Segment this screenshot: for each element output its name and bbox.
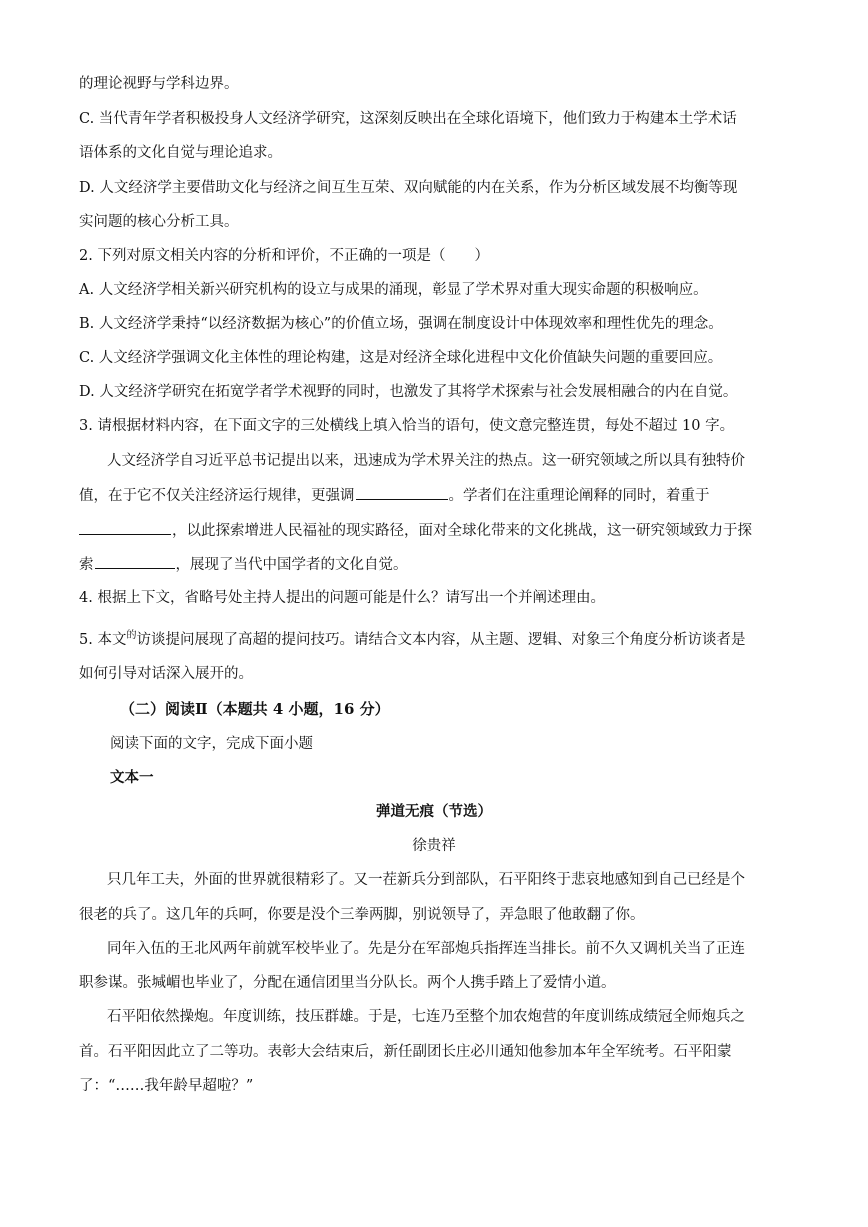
text-label: 文本一 <box>110 769 154 786</box>
fill-paragraph <box>79 554 789 575</box>
superscript-text: 的 <box>126 630 137 641</box>
story-paragraph: 职参谋。张堿嵋也毕业了，分配在通信团里当分队长。两个人携手踏上了爱情小道。 <box>79 975 616 991</box>
text-segment: 值，在于它不仅关注经济运行规律，更强调 <box>79 488 355 504</box>
option-a: A. 人文经济学相关新兴研究机构的设立与成果的涌现，彰显了学术界对重大现实命题的积极响应。 <box>79 282 708 298</box>
question-2: 2. 下列对原文相关内容的分析和评价，不正确的一项是（ ） <box>79 248 489 264</box>
option-d: D. 人文经济学研究在拓宽学者学术视野的同时，也激发了其将学术探索与社会发展相融合的内在自觉。 <box>79 384 738 400</box>
text-segment: 访谈提问展现了高超的提问技巧。请结合文本内容，从主题、逻辑、对象三个角度分析访谈者是 <box>136 632 746 648</box>
question-4: 4. 根据上下文，省略号处主持人提出的问题可能是什么？请写出一个并阐述理由。 <box>79 590 605 606</box>
section-heading: （二）阅读Ⅱ（本题共 4 小题，16 分） <box>120 700 390 718</box>
fill-paragraph <box>79 520 789 541</box>
story-paragraph: 首。石平阳因此立了二等功。表彰大会结束后，新任副团长庄必川通知他参加本年全军统考。石平阳蒙 <box>79 1044 732 1060</box>
answer-blank-2[interactable] <box>79 520 171 535</box>
author: 徐贵祥 <box>412 838 456 854</box>
option-c: C. 当代青年学者积极投身人文经济学研究，这深刻反映出在全球化语境下，他们致力于构建本土学术话 <box>79 111 737 127</box>
text-segment: 。学者们在注重理论阐释的同时，着重于 <box>448 488 710 504</box>
question-3: 3. 请根据材料内容，在下面文字的三处横线上填入恰当的语句，使文意完整连贯，每处不超过 10 字。 <box>79 418 735 434</box>
option-c: C. 人文经济学强调文化主体性的理论构建，这是对经济全球化进程中文化价值缺失问题的重要回应。 <box>79 350 723 366</box>
text-line: 实问题的核心分析工具。 <box>79 214 239 230</box>
option-d: D. 人文经济学主要借助文化与经济之间互生互荣、双向赋能的内在关系，作为分析区域发展不均衡等现 <box>79 180 738 196</box>
instruction: 阅读下面的文字，完成下面小题 <box>110 736 313 752</box>
article-title: 弹道无痕（节选） <box>376 803 492 820</box>
text-line: 的理论视野与学科边界。 <box>79 76 239 92</box>
text-line: 语体系的文化自觉与理论追求。 <box>79 145 282 161</box>
fill-paragraph <box>79 485 789 506</box>
story-paragraph: 同年入伍的王北风两年前就军校毕业了。先是分在军部炮兵指挥连当排长。前不久又调机关当了正连 <box>107 941 745 957</box>
text-line: 如何引导对话深入展开的。 <box>79 666 253 682</box>
fill-paragraph: 人文经济学自习近平总书记提出以来，迅速成为学术界关注的热点。这一研究领域之所以具有独特价 <box>107 453 745 469</box>
story-paragraph: 了：“……我年龄早超啦？” <box>79 1078 254 1094</box>
option-b: B. 人文经济学秉持“以经济数据为核心”的价值立场，强调在制度设计中体现效率和理性优先的理念。 <box>79 316 723 332</box>
text-segment: ，以此探索增进人民福祉的现实路径，面对全球化带来的文化挑战，这一研究领域致力于探 <box>172 523 752 539</box>
question-5 <box>79 630 789 652</box>
story-paragraph: 石平阳依然操炮。年度训练，技压群雄。于是，七连乃至整个加农炮营的年度训练成绩冠全师炮兵之 <box>107 1009 745 1025</box>
story-paragraph: 只几年工夫，外面的世界就很精彩了。又一茬新兵分到部队，石平阳终于悲哀地感知到自己已经是个 <box>107 872 745 888</box>
text-segment: 索 <box>79 557 94 573</box>
text-segment: ，展现了当代中国学者的文化自觉。 <box>175 557 408 573</box>
answer-blank-1[interactable] <box>356 485 448 500</box>
story-paragraph: 很老的兵了。这几年的兵呵，你要是没个三拳两脚，别说领导了，弄急眼了他敢翻了你。 <box>79 907 645 923</box>
text-segment: 5. 本文 <box>79 632 127 648</box>
answer-blank-3[interactable] <box>95 554 175 569</box>
